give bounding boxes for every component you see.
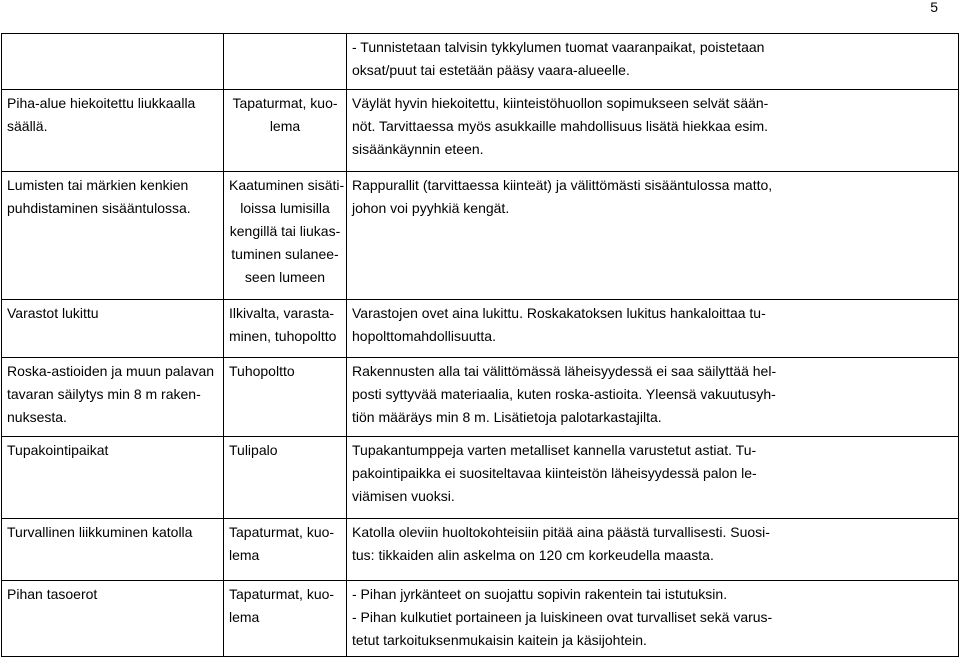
table-row [2,300,959,358]
cell-text-line: pakointipaikka ei suositeltavaa kiinteistön läheisyydessä palon le- [352,465,757,481]
cell-text-line: Tapaturmat, kuo- [229,524,335,540]
cell-text-line: loissa lumisilla [240,200,330,216]
consequence-cell [224,519,347,581]
cell-text-line: nöt. Tarvittaessa myös asukkaille mahdollisuus lisätä hiekkaa esim. [352,118,769,134]
cell-text-line: Tuhopoltto [229,363,295,379]
cell-text-line: - Pihan kulkutiet portaineen ja luiskineen ovat turvalliset sekä varus- [352,609,773,625]
cell-text-line: Varastojen ovet aina lukittu. Roskakatoksen lukitus hankaloittaa tu- [352,305,766,321]
cell-text-line: Tapaturmat, kuo- [229,586,335,602]
cell-text-line: - Tunnistetaan talvisin tykkylumen tuomat vaaranpaikat, poistetaan [352,39,765,55]
consequence-cell [224,90,347,172]
table-row [2,90,959,172]
cell-text-line: Lumisten tai märkien kenkien [7,177,189,193]
cell-text-line: viämisen vuoksi. [352,488,455,504]
measure-cell [347,34,959,90]
cell-text-line: nuksesta. [7,409,67,425]
measure-cell [347,300,959,358]
table-row [2,34,959,90]
cell-text-line: sisäänkäynnin eteen. [352,141,484,157]
cell-text-line: Roska-astioiden ja muun palavan [7,363,215,379]
cell-text-line: Kaatuminen sisäti- [229,177,345,193]
cell-text-line: puhdistaminen sisääntulossa. [7,200,191,216]
hazard-cell [2,519,224,581]
cell-text-line: lema [269,118,301,134]
cell-text-line: Tupakantumppeja varten metalliset kannella varustetut astiat. Tu- [352,442,757,458]
consequence-cell [224,581,347,657]
consequence-cell [224,172,347,300]
consequence-cell [224,358,347,437]
consequence-cell [224,300,347,358]
risk-assessment-table [1,33,959,657]
cell-text-line: - Pihan jyrkänteet on suojattu sopivin rakentein tai istutuksin. [352,586,728,602]
table-row [2,581,959,657]
cell-text-line: kengillä tai liukas- [229,223,341,239]
cell-text-line: Tupakointipaikat [7,442,109,458]
cell-text-line: Piha-alue hiekoitettu liukkaalla [7,95,196,111]
cell-text-line: johon voi pyyhkiä kengät. [352,200,510,216]
consequence-cell [224,437,347,519]
cell-text-line: Varastot lukittu [7,305,99,321]
cell-text-line: Tapaturmat, kuo- [232,95,338,111]
hazard-cell [2,90,224,172]
hazard-cell [2,437,224,519]
hazard-cell [2,34,224,90]
cell-text-line: Rappurallit (tarvittaessa kiinteät) ja välittömästi sisääntulossa matto, [352,177,773,193]
table-row [2,519,959,581]
cell-text-line: minen, tuhopoltto [229,328,337,344]
cell-text-line: tetut tarkoituksenmukaisin kaitein ja käsijohtein. [352,632,647,648]
table-row [2,172,959,300]
measure-cell [347,358,959,437]
cell-text-line: hopolttomahdollisuutta. [352,328,496,344]
cell-text-line: seen lumeen [244,269,326,285]
measure-cell [347,172,959,300]
hazard-cell [2,172,224,300]
cell-text-line: tus: tikkaiden alin askelma on 120 cm korkeudella maasta. [352,547,714,563]
cell-text-line: oksat/puut tai estetään pääsy vaara-alueelle. [352,62,630,78]
cell-text-line: Ilkivalta, varasta- [229,305,335,321]
page-number: 5 [930,0,938,15]
measure-cell [347,437,959,519]
cell-text-line: säällä. [7,118,48,134]
table-body [2,34,959,657]
cell-text-line: lema [229,547,260,563]
table-row [2,437,959,519]
hazard-cell [2,300,224,358]
cell-text-line: posti syttyvää materiaalia, kuten roska-astioita. Yleensä vakuutusyh- [352,386,776,402]
cell-text-line: Katolla oleviin huoltokohteisiin pitää aina päästä turvallisesti. Suosi- [352,524,770,540]
cell-text-line: Pihan tasoerot [7,586,98,602]
measure-cell [347,519,959,581]
table-row [2,358,959,437]
cell-text-line: Väylät hyvin hiekoitettu, kiinteistöhuollon sopimukseen selvät sään- [352,95,769,111]
cell-text-line: lema [229,609,260,625]
cell-text-line: tiön määräys min 8 m. Lisätietoja palotarkastajilta. [352,409,662,425]
hazard-cell [2,358,224,437]
hazard-cell [2,581,224,657]
cell-text-line: tuminen sulanee- [231,246,339,262]
measure-cell [347,581,959,657]
measure-cell [347,90,959,172]
cell-text-line: Rakennusten alla tai välittömässä läheisyydessä ei saa säilyttää hel- [352,363,777,379]
consequence-cell [224,34,347,90]
cell-text-line: tavaran säilytys min 8 m raken- [7,386,201,402]
cell-text-line: Tulipalo [229,442,278,458]
cell-text-line: Turvallinen liikkuminen katolla [7,524,193,540]
